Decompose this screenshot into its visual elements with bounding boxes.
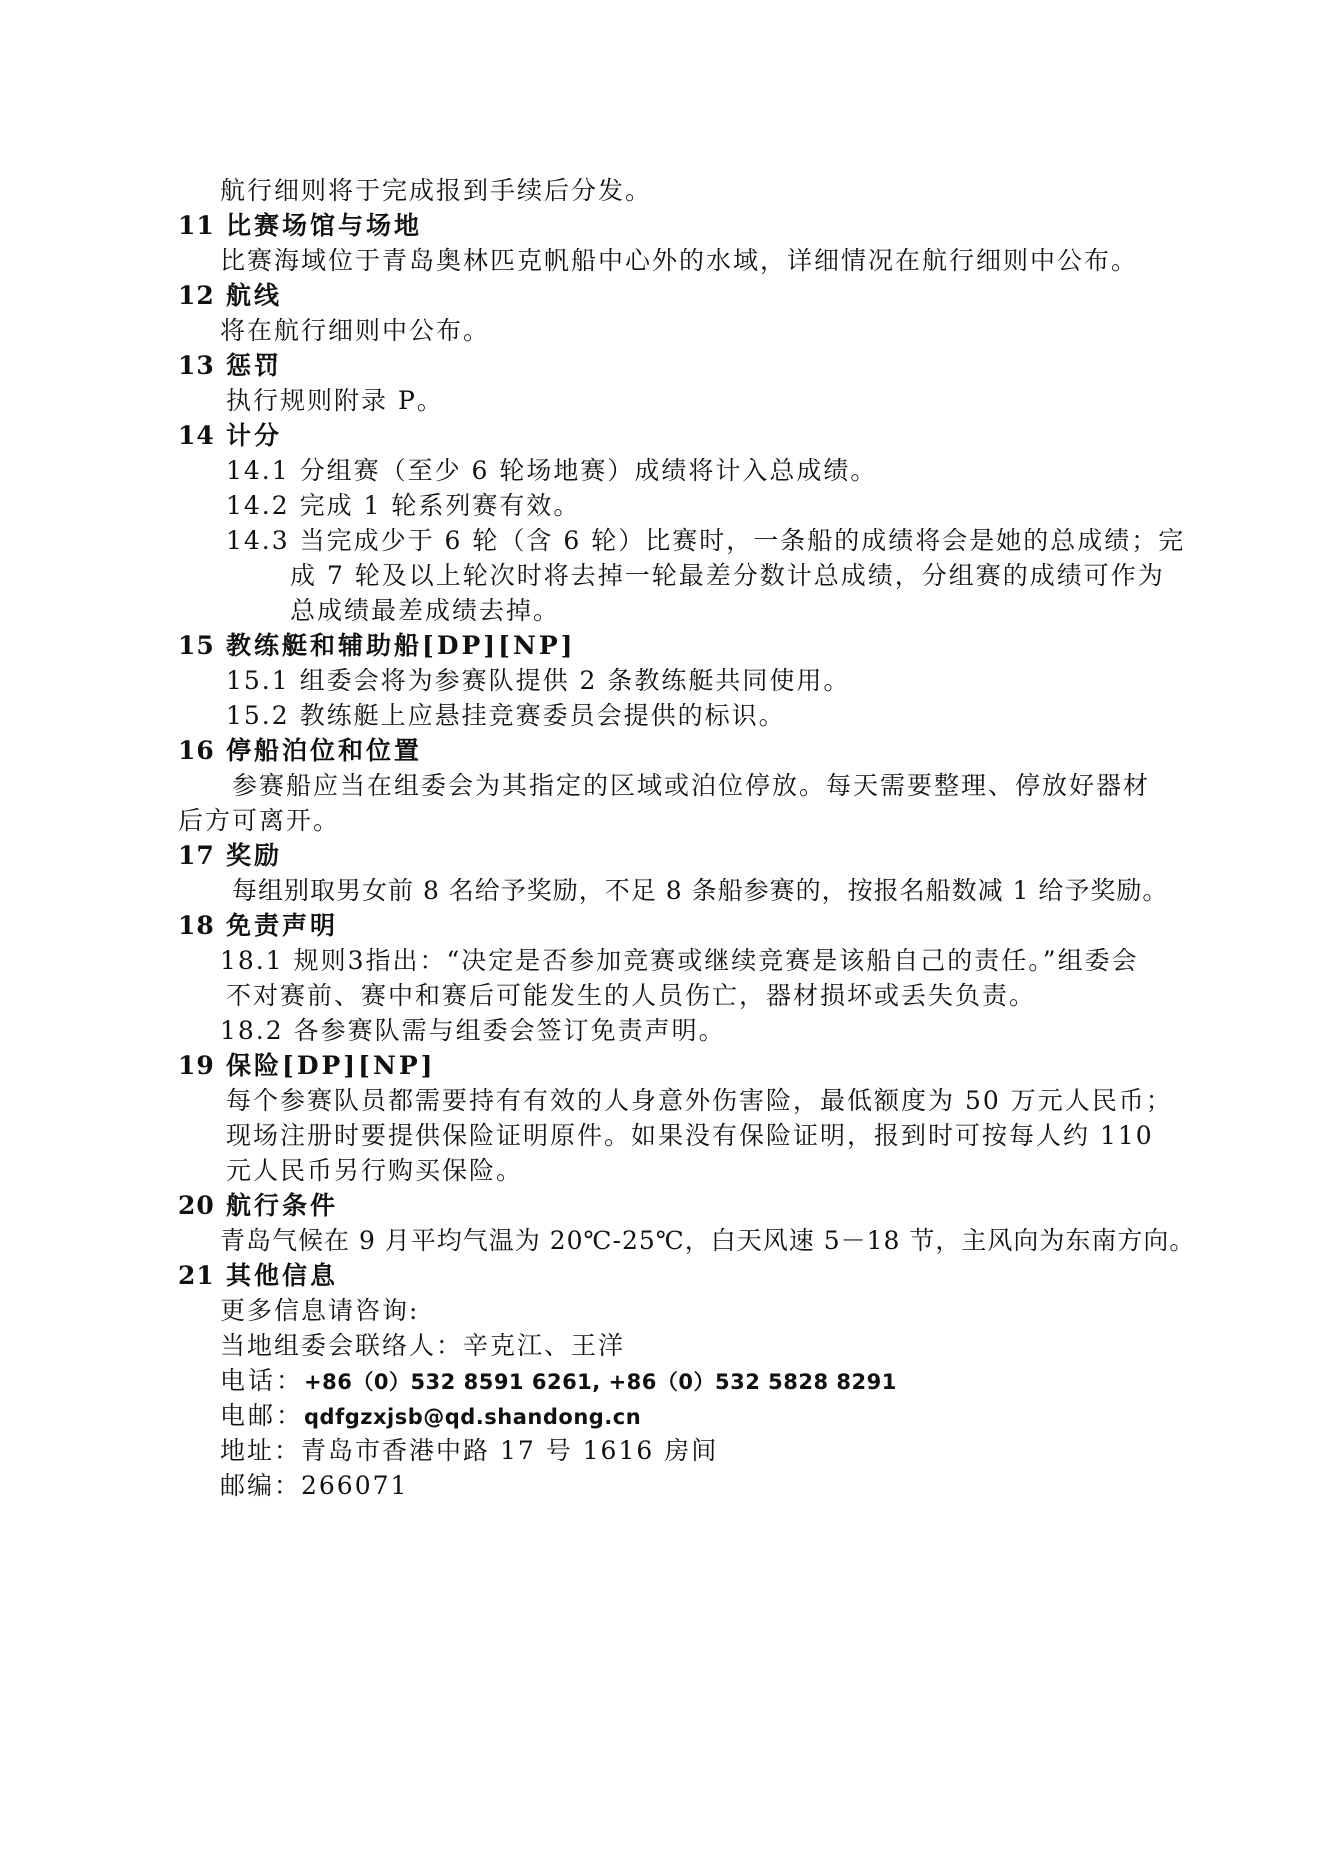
section-title: 免责声明 (226, 911, 339, 940)
section-number: 17 (178, 841, 215, 870)
section-12-heading (178, 279, 282, 313)
section-title: 保险[DP][NP] (226, 1051, 436, 1080)
section-20-heading (178, 1189, 338, 1223)
section-number: 20 (178, 1191, 215, 1220)
section-title: 航线 (226, 281, 283, 310)
section-16-heading (178, 734, 422, 768)
section-number: 21 (178, 1261, 215, 1290)
section-16-line2: 后方可离开。 (178, 806, 341, 835)
section-number: 16 (178, 736, 215, 765)
section-21-zipcode: 邮编：266071 (220, 1471, 409, 1500)
email-label: 电邮： (220, 1401, 305, 1430)
section-21-contact-person: 当地组委会联络人：辛克江、王洋 (220, 1331, 626, 1360)
section-number: 19 (178, 1051, 215, 1080)
section-title: 航行条件 (226, 1191, 339, 1220)
section-title: 惩罚 (226, 351, 283, 380)
section-18-1-line1: 18.1 规则3指出：“决定是否参加竞赛或继续竞赛是该船自己的责任。”组委会 (220, 946, 1139, 975)
section-16-line1: 参赛船应当在组委会为其指定的区域或泊位停放。每天需要整理、停放好器材 (232, 771, 1151, 800)
section-11-body: 比赛海域位于青岛奥林匹克帆船中心外的水域，详细情况在航行细则中公布。 (220, 246, 1139, 275)
section-14-1: 14.1 分组赛（至少 6 轮场地赛）成绩将计入总成绩。 (226, 456, 878, 485)
section-title: 停船泊位和位置 (226, 736, 423, 765)
phone-label: 电话： (220, 1366, 305, 1395)
section-14-3-line1: 14.3 当完成少于 6 轮（含 6 轮）比赛时，一条船的成绩将会是她的总成绩；完 (226, 526, 1186, 555)
section-14-2: 14.2 完成 1 轮系列赛有效。 (226, 491, 581, 520)
section-20-body: 青岛气候在 9 月平均气温为 20℃-25℃，白天风速 5－18 节，主风向为东南方向。 (220, 1226, 1196, 1255)
section-11-heading (178, 209, 422, 243)
section-15-2: 15.2 教练艇上应悬挂竞赛委员会提供的标识。 (226, 701, 786, 730)
section-19-line2: 现场注册时要提供保险证明原件。如果没有保险证明，报到时可按每人约 110 (226, 1121, 1154, 1150)
section-21-phone (220, 1364, 897, 1399)
section-17-body: 每组别取男女前 8 名给予奖励，不足 8 条船参赛的，按报名船数减 1 给予奖励。 (232, 876, 1169, 905)
section-14-3-line2: 成 7 轮及以上轮次时将去掉一轮最差分数计总成绩，分组赛的成绩可作为 (290, 561, 1165, 590)
section-12-body: 将在航行细则中公布。 (220, 316, 491, 345)
phone-value: +86（0）532 8591 6261, +86（0）532 5828 8291 (304, 1370, 897, 1394)
section-number: 14 (178, 421, 215, 450)
section-title: 教练艇和辅助船[DP][NP] (226, 631, 576, 660)
section-title: 奖励 (226, 841, 283, 870)
section-number: 18 (178, 911, 215, 940)
section-21-heading (178, 1259, 338, 1293)
section-19-line1: 每个参赛队员都需要持有有效的人身意外伤害险，最低额度为 50 万元人民币； (226, 1086, 1173, 1115)
section-title: 比赛场馆与场地 (226, 211, 423, 240)
section-21-line1: 更多信息请咨询: (220, 1296, 420, 1325)
section-number: 13 (178, 351, 215, 380)
section-14-3-line3: 总成绩最差成绩去掉。 (290, 596, 561, 625)
section-18-2: 18.2 各参赛队需与组委会签订免责声明。 (220, 1016, 726, 1045)
section-21-address: 地址：青岛市香港中路 17 号 1616 房间 (220, 1436, 719, 1465)
section-19-heading (178, 1049, 435, 1083)
section-17-heading (178, 839, 282, 873)
section-title: 其他信息 (226, 1261, 339, 1290)
section-number: 11 (178, 211, 215, 240)
intro-text: 航行细则将于完成报到手续后分发。 (220, 176, 653, 205)
section-title: 计分 (226, 421, 283, 450)
section-19-line3: 元人民币另行购买保险。 (226, 1156, 524, 1185)
section-number: 12 (178, 281, 215, 310)
section-18-1-line2: 不对赛前、赛中和赛后可能发生的人员伤亡，器材损坏或丢失负责。 (226, 981, 1037, 1010)
section-21-email (220, 1399, 641, 1434)
section-15-1: 15.1 组委会将为参赛队提供 2 条教练艇共同使用。 (226, 666, 851, 695)
section-18-heading (178, 909, 338, 943)
section-14-heading (178, 419, 282, 453)
section-number: 15 (178, 631, 215, 660)
section-13-heading (178, 349, 282, 383)
section-15-heading (178, 629, 575, 663)
section-13-body: 执行规则附录 P。 (226, 386, 444, 415)
email-value: qdfgzxjsb@qd.shandong.cn (304, 1405, 642, 1429)
